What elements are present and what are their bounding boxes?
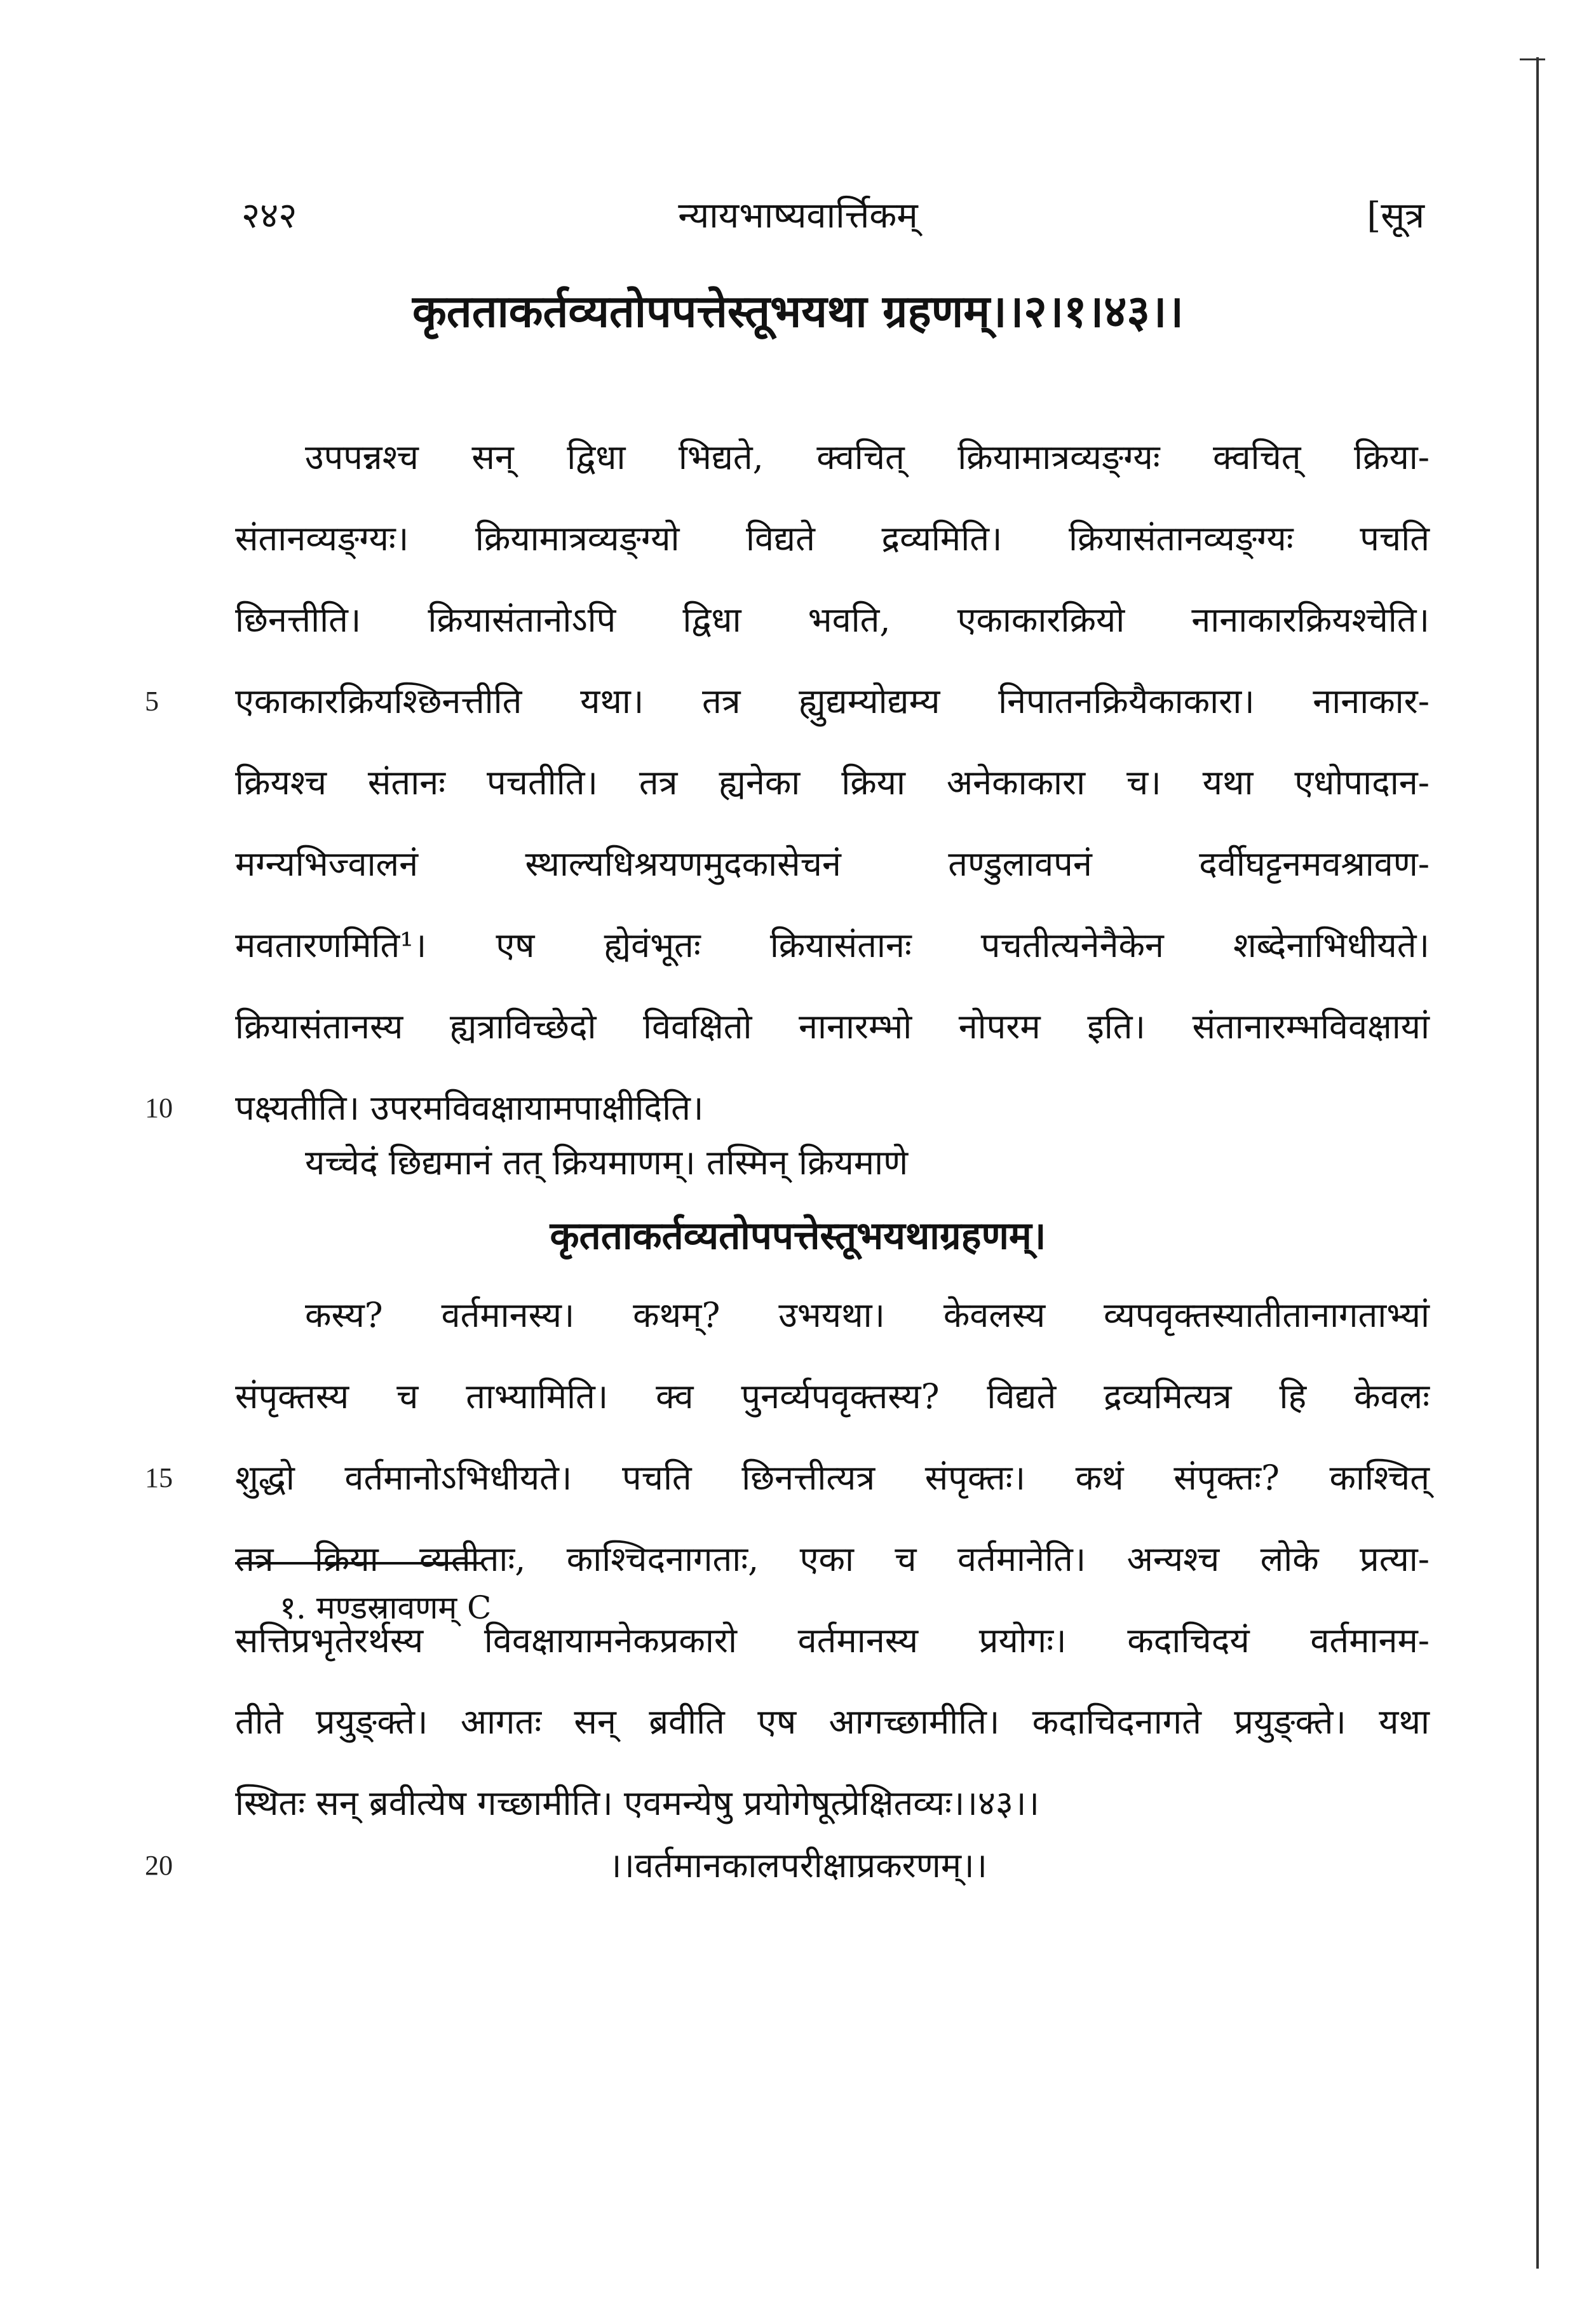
text-line: उपपन्नश्च सन् द्विधा भिद्यते, क्वचित् क्रियामात्रव्यङ्ग्यः क्वचित् क्रिया- [305,437,1430,477]
line-number: 10 [145,1092,173,1124]
text-line: यच्चेदं छिद्यमानं तत् क्रियमाणम्। तस्मिन् क्रियमाणे [305,1143,909,1183]
text-line: कस्य? वर्तमानस्य। कथम्? उभयथा। केवलस्य व्यपवृक्तस्यातीतानागताभ्यां [305,1295,1430,1335]
text-line: छिनत्तीति। क्रियासंतानोऽपि द्विधा भवति, एकाकारक्रियो नानाकारक्रियश्चेति। [235,600,1430,640]
line-number: 20 [145,1850,173,1881]
text-line: स्थितः सन् ब्रवीत्येष गच्छामीति। एवमन्येषु प्रयोगेषूत्प्रेक्षितव्यः।।४३।। [235,1783,1039,1823]
text-line: संतानव्यङ्ग्यः। क्रियामात्रव्यङ्ग्यो विद्यते द्रव्यमिति। क्रियासंतानव्यङ्ग्यः पचति [235,519,1430,559]
text-line: क्रियश्च संतानः पचतीति। तत्र ह्यनेका क्रिया अनेकाकारा च। यथा एधोपादान- [235,763,1430,803]
line-number: 15 [145,1462,173,1493]
section-marker: [सूत्र [1367,195,1424,236]
text-line: मग्न्यभिज्वालनं स्थाल्यधिश्रयणमुदकासेचनं तण्डुलावपनं दर्वीघट्टनमवश्रावण- [235,844,1430,884]
text-line: संपृक्तस्य च ताभ्यामिति। क्व पुनर्व्यपवृक्तस्य? विद्यते द्रव्यमित्यत्र हि केवलः [235,1376,1430,1416]
text-line: शुद्धो वर्तमानोऽभिधीयते। पचति छिनत्तीत्यत्र संपृक्तः। कथं संपृक्तः? काश्चित् [235,1458,1430,1498]
text-line: क्रियासंतानस्य ह्यत्राविच्छेदो विवक्षितो नानारम्भो नोपरम इति। संतानारम्भविवक्षायां [235,1007,1430,1047]
footnote: १. मण्डस्रावणम् C [280,1589,492,1626]
text-line: पक्ष्यतीति। उपरमविवक्षायामपाक्षीदिति। [235,1088,704,1128]
text-line: तत्र क्रिया व्यतीताः, काश्चिदनागताः, एका च वर्तमानेति। अन्यश्च लोके प्रत्या- [235,1539,1430,1579]
text-line: सत्तिप्रभृतेरर्थस्य विवक्षायामनेकप्रकारो वर्तमानस्य प्रयोगः। कदाचिदयं वर्तमानम- [235,1620,1430,1660]
page-number: २४२ [241,195,297,236]
binding-edge-line [1536,57,1539,2269]
text-line: मवतारणमिति¹। एष ह्येवंभूतः क्रियासंतानः पचतीत्यनेनैकेन शब्देनाभिधीयते। [235,925,1430,965]
sutra-title: कृतताकर्तव्यतोपपत्तेस्तूभयथा ग्रहणम्।।२।१।४३।। [412,285,1184,337]
footnote-rule [235,1562,483,1565]
sutra-inline: कृतताकर्तव्यतोपपत्तेस्तूभयथाग्रहणम्। [550,1214,1046,1258]
line-number: 5 [145,686,159,717]
running-title: न्यायभाष्यवार्त्तिकम् [678,195,918,236]
binding-edge-tick [1520,58,1545,60]
text-line: एकाकारक्रियश्छिनत्तीति यथा। तत्र ह्युद्यम्योद्यम्य निपातनक्रियैकाकारा। नानाकार- [235,681,1430,721]
colophon: ।।वर्तमानकालपरीक्षाप्रकरणम्।। [608,1845,988,1885]
text-line: तीते प्रयुङ्क्ते। आगतः सन् ब्रवीति एष आगच्छामीति। कदाचिदनागते प्रयुङ्क्ते। यथा [235,1702,1430,1742]
